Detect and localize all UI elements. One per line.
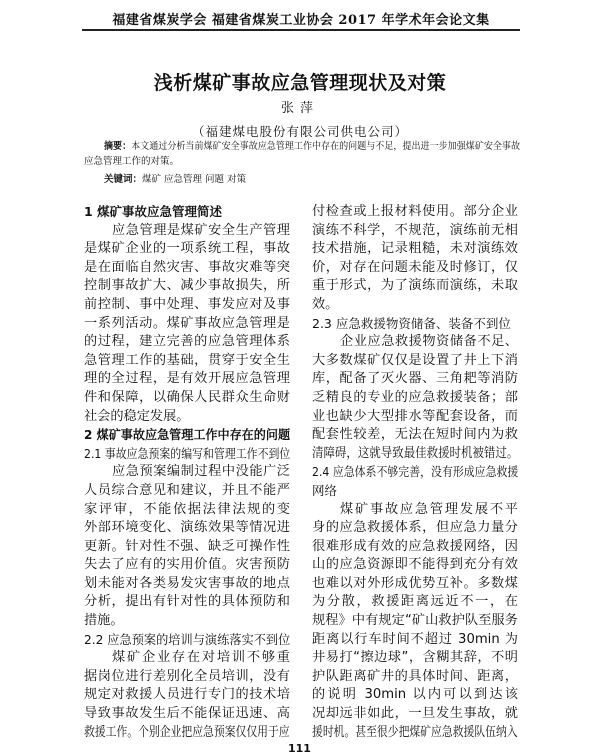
heading-text: 2.4 应急体系不够完善，没有形成应急救援 (312, 464, 519, 480)
paragraph-line: 煤矿企业存在对培训不够重 (112, 650, 290, 666)
page-number: 111 (288, 742, 311, 755)
paragraph-line: 身的应急救援体系，但应急力量分 (312, 520, 518, 536)
paragraph-line: 据岗位进行差别化全员培训，没有 (84, 668, 290, 684)
paragraph-line (312, 724, 518, 743)
paragraph-line: 失去了应有的实用价值。灾害预防 (84, 557, 290, 573)
paragraph-line (312, 296, 518, 315)
paragraph-line: 企业应急救援物资储备不足、 (340, 334, 518, 350)
running-header: 福建省煤炭学会 福建省煤炭工业协会 2017 年学术年会论文集 (112, 13, 490, 28)
right-column (312, 203, 518, 742)
paragraph-line: 护队距离矿井的具体时间、距离， (312, 668, 518, 684)
heading-text: 2 煤矿事故应急管理工作中存在的问题 (84, 427, 291, 443)
abstract-text-2: 应急管理工作的对策。 (84, 156, 180, 167)
paragraph-line: 大多数煤矿仅仅是设置了井上下消 (312, 352, 518, 368)
paragraph-line: 况却远非如此，一旦发生事故，就 (312, 706, 518, 722)
paragraph-line: 业也缺少大型排水等配套设备，而 (312, 408, 518, 424)
paragraph-line: 山的应急资源即不能得到充分有效 (312, 557, 518, 573)
paragraph-line-text: 措施。 (84, 613, 124, 629)
paragraph-line: 应急管理是煤矿安全生产管理 (112, 222, 290, 238)
subsection-heading (312, 482, 518, 501)
paragraph-line-text: 效。 (312, 296, 339, 312)
keywords (104, 172, 246, 187)
paragraph-line: 划未能对各类易发灾害事故的地点 (84, 575, 290, 591)
paragraph-line (312, 445, 518, 464)
paragraph-line: 的过程，建立完善的应急管理体系 (84, 334, 290, 350)
heading-text: 2.1 事故应急预案的编写和管理工作不到位 (84, 445, 291, 461)
paragraph-line: 一系列活动。煤矿事故应急管理是 (84, 315, 290, 331)
abstract (84, 139, 520, 169)
paragraph-line (84, 408, 290, 427)
subsection-heading (312, 463, 518, 482)
paragraph-line: 理的全过程，是有效开展应急管理 (84, 371, 290, 387)
paper-title: 浅析煤矿事故应急管理现状及对策 (153, 72, 447, 94)
abstract-text-1: 本文通过分析当前煤矿安全事故应急管理工作中存在的问题与不足，提出进一步加强煤矿安全事故 (131, 141, 521, 152)
keywords-label: 关键词： (104, 174, 143, 185)
abstract-label: 摘要： (104, 141, 132, 152)
paragraph-line: 配套性较差，无法在短时间内为救 (312, 427, 518, 443)
paragraph-line: 控制事故扩大、减少事故损失，所 (84, 278, 290, 294)
paragraph-line: 分析，提出有针对性的具体预防和 (84, 594, 290, 610)
paragraph-line: 库，配备了灭火器、三角耙等消防 (312, 371, 518, 387)
paragraph-line-text: 援时机。甚至很少把煤矿应急救援队伍纳入 (312, 724, 518, 740)
paragraph-line: 距离以行车时间不超过 30min 为 (312, 631, 518, 647)
paragraph-line: 导致事故发生后不能保证迅速、高 (84, 706, 290, 722)
paragraph-line: 技术措施，记录粗糙，未对演练效 (312, 241, 518, 257)
section-heading (84, 203, 290, 222)
paragraph-line: 规定对救援人员进行专门的技术培 (84, 687, 290, 703)
paragraph-line: 乏精良的专业的应急救援装备；部 (312, 389, 518, 405)
paragraph-line-text: 救援工作。个别企业把应急预案仅仅用于应 (84, 724, 290, 740)
paragraph-line (84, 724, 290, 743)
section-heading (84, 426, 290, 445)
subsection-heading (84, 445, 290, 464)
heading-text: 2.3 应急救援物资储备、装备不到位 (312, 315, 511, 331)
paragraph-line: 重于形式，为了演练而演练，未取 (312, 278, 518, 294)
paragraph-line: 很难形成有效的应急救援网络，因 (312, 538, 518, 554)
paragraph-line: 价，对存在问题未能及时修订，仅 (312, 259, 518, 275)
paragraph-line: 外部环境变化、演练效果等情况进 (84, 520, 290, 536)
heading-text: 1 煤矿事故应急管理简述 (84, 204, 223, 219)
paragraph-line: 煤矿事故应急管理发展不平 (340, 501, 518, 517)
subsection-heading (84, 631, 290, 650)
paragraph-line-text: 清障碍，这就导致最佳救援时机被错过。 (312, 445, 519, 461)
paragraph-line: 更新。针对性不强、缺乏可操作性 (84, 538, 290, 554)
paragraph-line (84, 612, 290, 631)
heading-text: 2.2 应急预案的培训与演练落实不到位 (84, 631, 291, 647)
paragraph-line: 付检查或上报材料使用。部分企业 (312, 204, 518, 219)
left-column (84, 203, 290, 742)
abstract-line-1-text (104, 139, 520, 154)
paragraph-line: 急管理工作的基础，贯穿于安全生 (84, 352, 290, 368)
affiliation: （福建煤电股份有限公司供电公司） (191, 124, 408, 139)
paragraph-line: 人员综合意见和建议，并且不能严 (84, 482, 290, 498)
heading-text: 网络 (312, 482, 338, 498)
paragraph-line: 演练不科学，不规范，演练前无相 (312, 222, 518, 238)
paragraph-line: 家评审，不能依据法律法规的变 (84, 501, 290, 517)
paragraph-line: 井易打“擦边球”，含糊其辞，不明 (312, 650, 518, 666)
paragraph-line: 也难以对外形成优势互补。多数煤 (312, 575, 518, 591)
paragraph-line: 为分散，救援距离远近不一，在 (312, 594, 518, 610)
paragraph-line: 件和保障，以确保人民群众生命财 (84, 389, 290, 405)
abstract-line-1 (84, 139, 520, 154)
header-rule (82, 29, 520, 31)
paragraph-line: 的说明 30min 以内可以到达该 (312, 687, 518, 703)
author: 张萍 (280, 101, 319, 116)
paragraph-line: 前控制、事中处理、事发应对及事 (84, 296, 290, 312)
keywords-value: 煤矿 应急管理 问题 对策 (142, 174, 247, 185)
paragraph-line: 是在面临自然灾害、事故灾难等突 (84, 259, 290, 275)
paragraph-line: 规程》中有规定“矿山救护队至服务 (312, 613, 518, 629)
paragraph-line: 是煤矿企业的一项系统工程，事故 (84, 241, 290, 257)
subsection-heading (312, 315, 518, 334)
paragraph-line: 应急预案编制过程中没能广泛 (112, 464, 290, 480)
paragraph-line-text: 社会的稳定发展。 (84, 408, 190, 424)
